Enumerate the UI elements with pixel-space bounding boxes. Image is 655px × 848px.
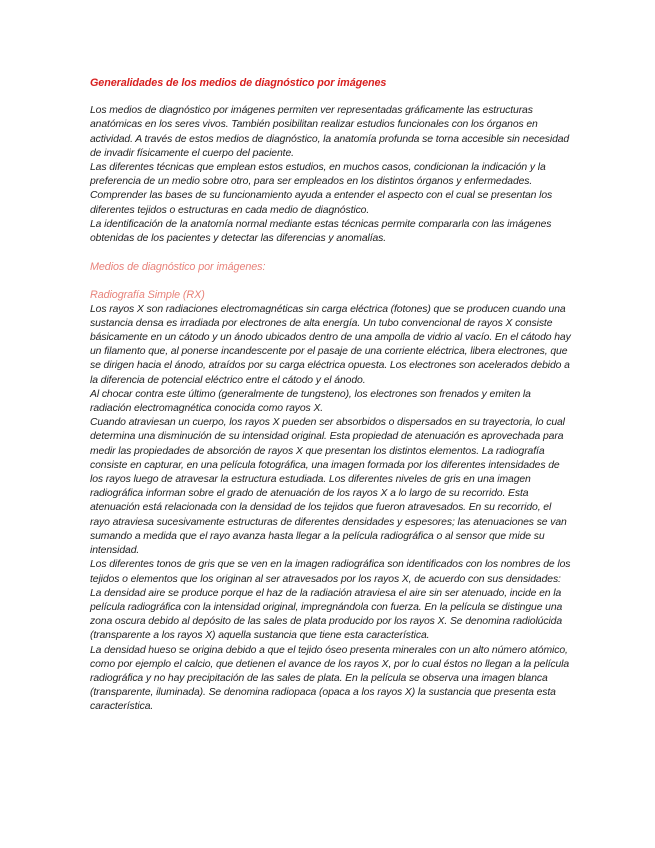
document-content	[90, 76, 572, 715]
body-paragraph-6: La densidad hueso se origina debido a que el tejido óseo presenta minerales con un alto número atómico, como por ejemplo el calcio, que detienen el avance de los rayos X, por lo cual éstos no llegan a la película radiográfica y no hay precipitación de las sales de plata. En la película se observa una imagen blanca (transparente, iluminada). Se denomina radiopaca (opaca a los rayos X) la sustancia que presenta esta característica.	[90, 644, 570, 713]
body-paragraph-3: Cuando atraviesan un cuerpo, los rayos X pueden ser absorbidos o dispersados en su trayectoria, lo cual determina una disminución de su intensidad original. Esta propiedad de atenuación es aprovechada para medir las propiedades de absorción de rayos X que presentan los distintos elementos. La radiografía consiste en capturar, en una película fotográfica, una imagen formada por los diferentes intensidades de los rayos luego de atravesar la estructura estudiada. Los diferentes niveles de gris en una imagen radiográfica informan sobre el grado de atenuación de los rayos X a lo largo de su recorrido. Esta atenuación está relacionada con la densidad de los tejidos que fueron atravesados. En su recorrido, el rayo atraviesa sucesivamente estructuras de diferentes densidades y espesores; las atenuaciones se van sumando a medida que el rayo avanza hasta llegar a la película radiográfica o al sensor que mide su intensidad.	[90, 417, 567, 557]
body-paragraph-5: La densidad aire se produce porque el haz de la radiación atraviesa el aire sin ser atenuado, incide en la película radiográfica con la intensidad original, impregnándola con fuerza. En la película se distingue una zona oscura debido al depósito de las sales de plata producido por los rayos X. Se denomina radiolúcida (transparente a los rayos X) aquella sustancia que tiene esta característica.	[90, 587, 563, 642]
body-paragraph-2: Al chocar contra este último (generalmente de tungsteno), los electrones son frenados y emiten la radiación electromagnética conocida como rayos X.	[90, 388, 531, 415]
intro-paragraph-2: Las diferentes técnicas que emplean estos estudios, en muchos casos, condicionan la indicación y la preferencia de un medio sobre otro, para ser empleados en los distintos órganos y enfermedades. Comprender las bases de su funcionamiento ayuda a entender el aspecto con el cual se presentan los diferentes tejidos o estructuras en cada medio de diagnóstico.	[90, 162, 553, 216]
section-heading: Medios de diagnóstico por imágenes:	[90, 261, 266, 274]
subsection-heading: Radiografía Simple (RX)	[90, 289, 205, 302]
intro-paragraph-3: La identificación de la anatomía normal mediante estas técnicas permite compararla con las imágenes obtenidas de los pacientes y detectar las diferencias y anomalías.	[90, 218, 552, 245]
body-paragraph-4: Los diferentes tonos de gris que se ven en la imagen radiográfica son identificados con los nombres de los tejidos o elementos que los originan al ser atravesados por los rayos X, de acuerdo con sus densidades:	[90, 559, 571, 585]
document-title: Generalidades de los medios de diagnóstico por imágenes	[90, 77, 387, 89]
body-paragraph-1: Los rayos X son radiaciones electromagnéticas sin carga eléctrica (fotones) que se producen cuando una sustancia densa es irradiada por electrones de alta energía. Un tubo convencional de rayos X consiste básicamente en un cátodo y un ánodo ubicados dentro de una ampolla de vidrio al vacío. En el cátodo hay un filamento que, al ponerse incandescente por el pasaje de una corriente eléctrica, libera electrones, que se dirigen hacia el ánodo, atraídos por su carga eléctrica opuesta. Los electrones son acelerados debido a la diferencia de potencial eléctrico entre el cátodo y el ánodo.	[90, 303, 571, 386]
intro-paragraph-1: Los medios de diagnóstico por imágenes permiten ver representadas gráficamente las estructuras anatómicas en los seres vivos. También posibilitan realizar estudios funcionales con los órganos en actividad. A través de estos medios de diagnóstico, la anatomía profunda se torna accesible sin necesidad de invadir físicamente el cuerpo del paciente.	[90, 105, 570, 159]
